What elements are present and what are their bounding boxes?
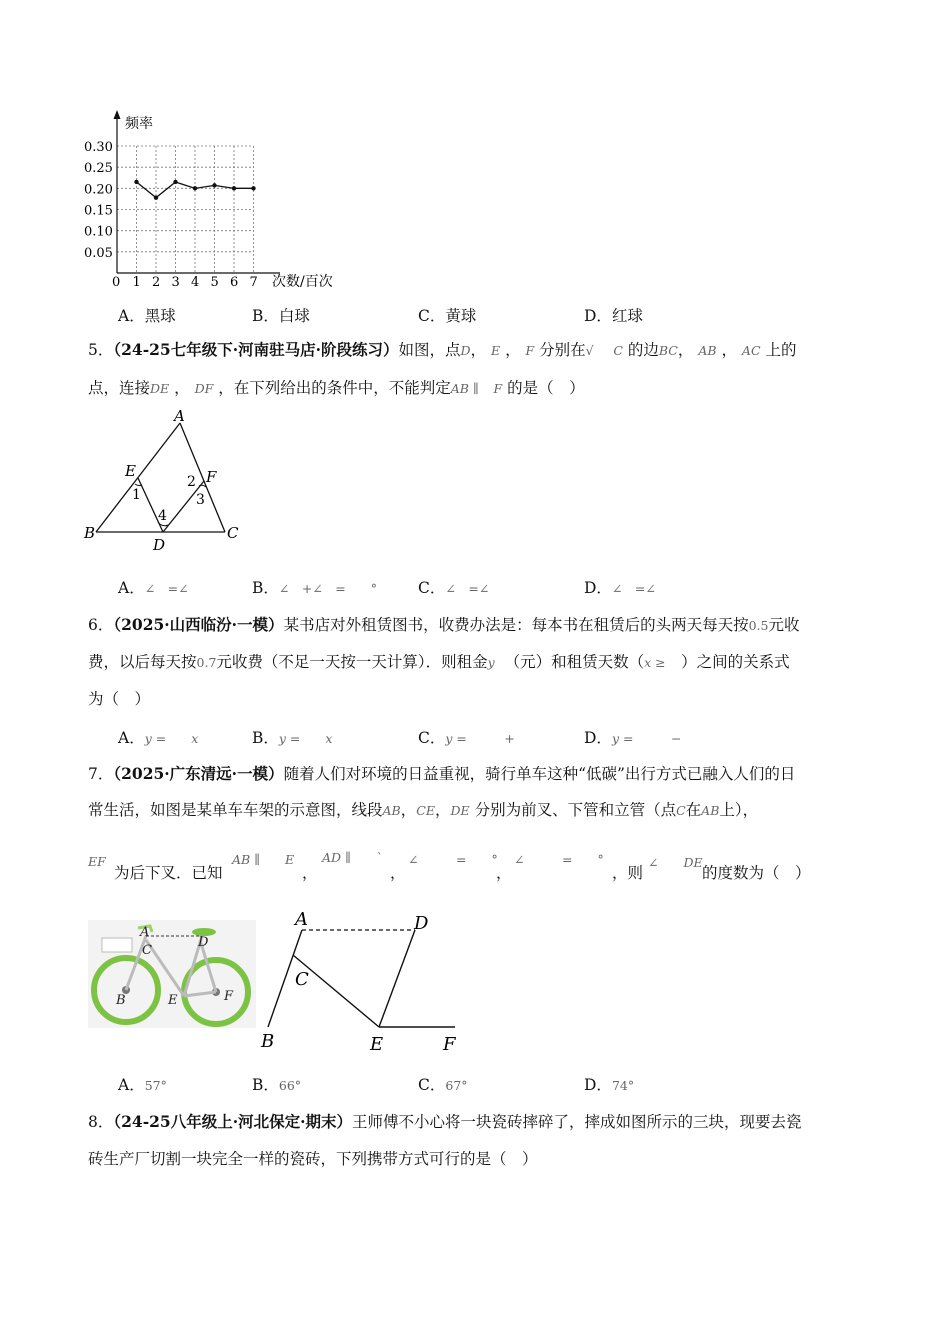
q7-source: （2025·广东清远·一模） [113, 764, 284, 783]
x-tick-label: 5 [210, 275, 219, 290]
angle-label-4: 4 [158, 508, 167, 524]
q6-option-a[interactable]: A．y = x [118, 729, 199, 747]
q7-cond-4: ∠ = ° [514, 852, 604, 867]
photo-label-b: B [116, 993, 126, 1008]
triangle-figure [80, 410, 250, 555]
label-b: B [84, 524, 96, 542]
segment-de [379, 930, 415, 1027]
photo-label-e: E [168, 993, 178, 1008]
q5-line-1: 5．（24-25七年级下·河南驻马店·阶段练习）如图，点D， E ， F 分别在√ C 的边BC， AB ， AC 上的 [88, 340, 797, 359]
y-tick-label: 0.05 [84, 245, 113, 261]
angle-label-3: 3 [196, 492, 205, 508]
data-point [251, 186, 255, 190]
q6-number: 6． [88, 616, 114, 634]
x-tick-label: 7 [249, 275, 258, 290]
q7-ef-label: EF [88, 854, 106, 869]
q6-line-2: 费，以后每天按0.7元收费（不足一天按一天计算）．则租金y （元）和租赁天数（x ≥ ）之间的关系式 [88, 653, 790, 671]
x-tick-label: 6 [230, 275, 239, 290]
y-tick-label: 0.30 [84, 140, 113, 155]
x-tick-label: 4 [191, 275, 200, 290]
q5-line-2: 点，连接DE ， DF ，在下列给出的条件中，不能判定AB ∥ F 的是（ ） [88, 379, 585, 397]
q7-cond-1: AB ∥ E [232, 852, 295, 867]
q5-option-a[interactable]: A．∠ =∠ [118, 579, 189, 597]
data-point [134, 180, 138, 184]
x-tick-label: 1 [132, 275, 141, 290]
q6-option-c[interactable]: C．y = + [418, 729, 515, 747]
q6-option-d[interactable]: D．y = − [584, 729, 682, 747]
y-tick-label: 0.15 [84, 203, 113, 219]
q6-option-b[interactable]: B．y = x [252, 729, 333, 747]
y-tick-label: 0.10 [84, 224, 113, 240]
diagram-label-a: A [295, 909, 308, 930]
angle-label-2: 2 [187, 474, 196, 490]
q7-comma-3: ， [496, 864, 512, 882]
photo-label-a: A [140, 925, 150, 940]
data-point [212, 183, 216, 187]
q7-tail: 的度数为（ ） [702, 864, 811, 882]
q8-line-2: 砖生产厂切割一块完全一样的瓷砖，下列携带方式可行的是（ ） [88, 1150, 538, 1168]
label-c: C [227, 524, 239, 542]
diagram-label-b: B [261, 1031, 275, 1052]
x-tick-label: 2 [152, 275, 161, 290]
y-tick-label: 0.20 [84, 182, 113, 198]
diagram-label-c: C [295, 969, 309, 990]
photo-label-f: F [224, 989, 234, 1004]
q5-option-c[interactable]: C．∠ =∠ [418, 579, 490, 597]
label-d: D [153, 536, 166, 554]
q4-option-b[interactable]: B．白球 [252, 307, 310, 325]
q7-comma-2: ， [390, 864, 406, 882]
q7-number: 7． [88, 765, 114, 783]
data-point [193, 186, 197, 190]
chart-grid [117, 146, 254, 273]
q7-comma-1: ， [302, 864, 318, 882]
data-point [232, 186, 236, 190]
x-axis-label: 次数/百次 [272, 274, 333, 290]
q7-cond-3: ∠ = ° [408, 852, 498, 867]
data-point [173, 180, 177, 184]
q5-number: 5． [88, 341, 114, 359]
angle-label-1: 1 [132, 487, 141, 503]
q7-option-b[interactable]: B．66° [252, 1076, 302, 1094]
q7-cond-2: AD ∥ ` [322, 850, 383, 865]
q7-then: ，则 [612, 864, 644, 882]
q4-option-d[interactable]: D．红球 [584, 307, 643, 325]
diagram-label-e: E [370, 1034, 384, 1055]
q7-line-1: 7．（2025·广东清远·一模）随着人们对环境的日益重视，骑行单车这种“低碳”出行方式已融入人们的日 [88, 764, 796, 783]
q7-ask: ∠ DE [648, 855, 703, 870]
q7-option-d[interactable]: D．74° [584, 1076, 635, 1094]
x-tick-label: 3 [171, 275, 180, 290]
segment-ce [293, 955, 379, 1027]
q8-line-1: 8．（24-25八年级上·河北保定·期末）王师傅不小心将一块瓷砖摔碎了，摔成如图所示的三块，现要去瓷 [88, 1112, 802, 1131]
frequency-chart [80, 108, 350, 293]
x-tick-label: 0 [112, 275, 121, 290]
label-a: A [174, 410, 185, 425]
q7-line-3: 为后下叉．已知 [114, 864, 223, 882]
q8-source: （24-25八年级上·河北保定·期末） [113, 1112, 352, 1131]
q7-option-a[interactable]: A．57° [118, 1076, 167, 1094]
side-ab [96, 423, 180, 532]
y-axis-arrow [114, 110, 121, 119]
label-f: F [206, 468, 217, 486]
diagram-label-f: F [443, 1034, 456, 1055]
q6-source: （2025·山西临汾·一模） [113, 615, 284, 634]
photo-label-c: C [142, 943, 152, 958]
q5-option-d[interactable]: D．∠ =∠ [584, 579, 656, 597]
q5-option-b[interactable]: B．∠ +∠ = ° [252, 579, 378, 597]
q6-line-3: 为（ ） [88, 690, 151, 708]
photo-label-d: D [198, 935, 209, 950]
q6-line-1: 6．（2025·山西临汾·一模）某书店对外租赁图书，收费办法是：每本书在租赁后的头两天每天按0.5元收 [88, 615, 800, 634]
q7-option-c[interactable]: C．67° [418, 1076, 468, 1094]
y-axis-label: 频率 [125, 116, 153, 132]
bicycle-photo [88, 920, 256, 1028]
label-e: E [125, 462, 136, 480]
q5-source: （24-25七年级下·河南驻马店·阶段练习） [113, 340, 399, 359]
diagram-label-d: D [414, 913, 429, 934]
y-tick-label: 0.25 [84, 161, 113, 177]
data-point [154, 195, 158, 199]
q4-option-c[interactable]: C．黄球 [418, 307, 477, 325]
frame-diagram [255, 905, 470, 1055]
q8-number: 8． [88, 1113, 114, 1131]
q4-option-a[interactable]: A．黑球 [118, 307, 176, 325]
q7-line-2: 常生活，如图是某单车车架的示意图，线段AB，CE，DE 分别为前叉、下管和立管（点C在AB上）， [88, 801, 759, 819]
